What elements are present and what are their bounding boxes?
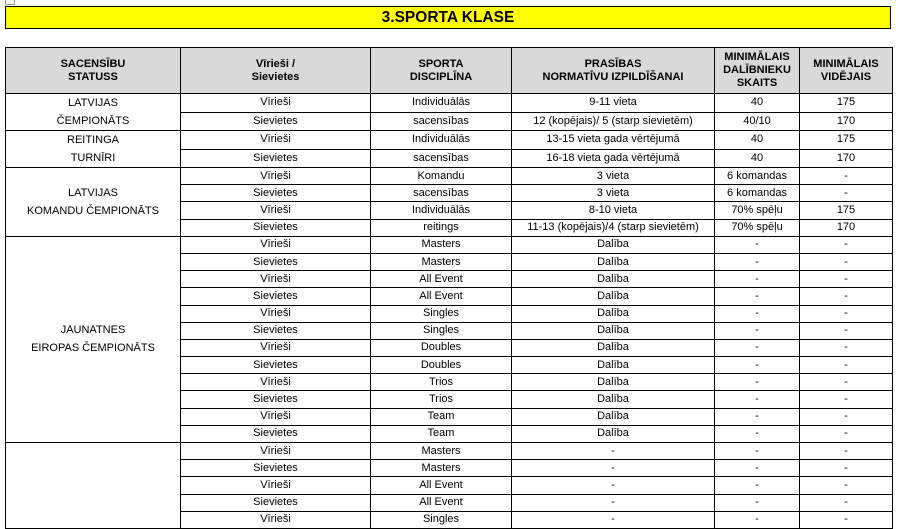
gender-cell: Sievietes	[181, 322, 371, 339]
header-line: PRASĪBAS	[584, 57, 642, 70]
competition-status-cell	[6, 236, 181, 442]
competition-status-cell	[6, 443, 181, 529]
min-participants-cell: -	[715, 271, 800, 288]
min-average-cell: -	[800, 408, 893, 425]
discipline-cell: Masters	[371, 443, 512, 460]
gender-cell: Sievietes	[181, 288, 371, 305]
header-min-participants	[715, 48, 800, 94]
header-discipline	[371, 48, 512, 94]
discipline-cell: All Event	[371, 494, 512, 511]
min-average-cell: -	[800, 271, 893, 288]
requirement-cell: Dalība	[512, 425, 715, 442]
header-line: MINIMĀLAIS	[813, 57, 879, 70]
min-average-cell: -	[800, 185, 893, 202]
status-line: LATVIJAS	[68, 97, 118, 109]
min-participants-cell: -	[715, 511, 800, 528]
table-row	[6, 94, 893, 113]
min-average-cell: -	[800, 374, 893, 391]
min-average-cell: 170	[800, 112, 893, 131]
discipline-cell: Individuālās	[371, 94, 512, 113]
status-line: LATVIJAS	[68, 186, 118, 199]
gender-cell: Vīrieši	[181, 305, 371, 322]
min-average-cell: -	[800, 460, 893, 477]
gender-cell: Sievietes	[181, 185, 371, 202]
table-row	[6, 168, 893, 185]
min-participants-cell: 40	[715, 94, 800, 113]
gender-cell: Vīrieši	[181, 443, 371, 460]
table-body	[6, 94, 893, 529]
requirement-cell: 3 vieta	[512, 168, 715, 185]
header-line: MINIMĀLAIS	[724, 51, 790, 63]
min-average-cell: 175	[800, 94, 893, 113]
min-participants-cell: -	[715, 443, 800, 460]
min-participants-cell: 40/10	[715, 112, 800, 131]
requirement-cell: -	[512, 477, 715, 494]
requirement-cell: -	[512, 443, 715, 460]
min-participants-cell: -	[715, 408, 800, 425]
header-status	[6, 48, 181, 94]
discipline-cell: Doubles	[371, 357, 512, 374]
requirement-cell: Dalība	[512, 339, 715, 356]
discipline-cell: All Event	[371, 477, 512, 494]
discipline-cell: Team	[371, 408, 512, 425]
min-average-cell: -	[800, 477, 893, 494]
gender-cell: Sievietes	[181, 149, 371, 168]
requirement-cell: Dalība	[512, 408, 715, 425]
min-participants-cell: -	[715, 477, 800, 494]
competition-status-cell	[6, 168, 181, 237]
min-average-cell: -	[800, 494, 893, 511]
gender-cell: Sievietes	[181, 357, 371, 374]
table-row	[6, 131, 893, 150]
min-participants-cell: -	[715, 374, 800, 391]
requirement-cell: Dalība	[512, 305, 715, 322]
discipline-cell: Masters	[371, 253, 512, 270]
header-line: SPORTA	[418, 57, 464, 70]
header-line: STATUSS	[68, 70, 118, 83]
discipline-cell: sacensības	[371, 112, 512, 131]
status-line: TURNĪRI	[70, 152, 116, 164]
header-line: SACENSĪBU	[60, 57, 126, 70]
requirement-cell: -	[512, 511, 715, 528]
status-line: JAUNATNES	[60, 324, 126, 337]
header-line: Sievietes	[251, 70, 300, 83]
discipline-cell: Singles	[371, 322, 512, 339]
status-line: KOMANDU ČEMPIONĀTS	[26, 204, 159, 217]
min-average-cell: 170	[800, 149, 893, 168]
min-participants-cell: -	[715, 339, 800, 356]
header-line: DALĪBNIEKU	[723, 64, 791, 76]
min-participants-cell: -	[715, 391, 800, 408]
discipline-cell: Masters	[371, 460, 512, 477]
min-average-cell: -	[800, 322, 893, 339]
header-line: Vīrieši /	[255, 57, 296, 70]
gender-cell: Sievietes	[181, 460, 371, 477]
gender-cell: Sievietes	[181, 494, 371, 511]
header-min-average	[800, 48, 893, 94]
requirement-cell: 11-13 (kopējais)/4 (starp sievietēm)	[512, 219, 715, 236]
min-average-cell: -	[800, 339, 893, 356]
min-participants-cell: 40	[715, 131, 800, 150]
requirement-cell: Dalība	[512, 374, 715, 391]
status-line: ČEMPIONĀTS	[56, 115, 130, 127]
requirement-cell: Dalība	[512, 357, 715, 374]
table-row	[6, 443, 893, 460]
requirement-cell: -	[512, 460, 715, 477]
requirement-cell: 3 vieta	[512, 185, 715, 202]
min-participants-cell: 70% spēļu	[715, 202, 800, 219]
gender-cell: Sievietes	[181, 253, 371, 270]
min-participants-cell: 6 komandas	[715, 168, 800, 185]
gender-cell: Vīrieši	[181, 271, 371, 288]
gender-cell: Vīrieši	[181, 202, 371, 219]
discipline-cell: All Event	[371, 271, 512, 288]
header-line: DISCIPLĪNA	[409, 70, 473, 83]
min-participants-cell: 40	[715, 149, 800, 168]
header-row	[6, 48, 893, 94]
gender-cell: Vīrieši	[181, 168, 371, 185]
gender-cell: Vīrieši	[181, 477, 371, 494]
min-average-cell: -	[800, 305, 893, 322]
requirement-cell: Dalība	[512, 271, 715, 288]
min-participants-cell: -	[715, 494, 800, 511]
min-average-cell: -	[800, 391, 893, 408]
discipline-cell: Singles	[371, 305, 512, 322]
min-average-cell: -	[800, 253, 893, 270]
min-average-cell: -	[800, 511, 893, 528]
discipline-cell: sacensības	[371, 185, 512, 202]
requirement-cell: Dalība	[512, 253, 715, 270]
status-line: EIROPAS ČEMPIONĀTS	[31, 342, 155, 355]
min-participants-cell: -	[715, 253, 800, 270]
status-line: REITINGA	[67, 134, 119, 146]
page-title: 3.SPORTA KLASE	[5, 6, 891, 29]
requirement-cell: Dalība	[512, 236, 715, 253]
discipline-cell: All Event	[371, 288, 512, 305]
competition-status-cell	[6, 131, 181, 168]
sport-class-table	[5, 47, 893, 529]
header-gender	[181, 48, 371, 94]
requirement-cell: Dalība	[512, 288, 715, 305]
min-participants-cell: -	[715, 460, 800, 477]
requirement-cell: 12 (kopējais)/ 5 (starp sievietēm)	[512, 112, 715, 131]
requirement-cell: 9-11 vieta	[512, 94, 715, 113]
discipline-cell: Trios	[371, 374, 512, 391]
gender-cell: Sievietes	[181, 391, 371, 408]
header-line: SKAITS	[736, 77, 778, 89]
gender-cell: Vīrieši	[181, 236, 371, 253]
discipline-cell: Individuālās	[371, 131, 512, 150]
requirement-cell: Dalība	[512, 322, 715, 339]
min-participants-cell: 6 komandas	[715, 185, 800, 202]
min-average-cell: -	[800, 236, 893, 253]
min-average-cell: 175	[800, 131, 893, 150]
competition-status-cell	[6, 94, 181, 131]
gender-cell: Vīrieši	[181, 511, 371, 528]
min-average-cell: -	[800, 288, 893, 305]
requirement-cell: -	[512, 494, 715, 511]
min-participants-cell: -	[715, 305, 800, 322]
min-average-cell: -	[800, 443, 893, 460]
discipline-cell: Individuālās	[371, 202, 512, 219]
min-participants-cell: -	[715, 425, 800, 442]
discipline-cell: Doubles	[371, 339, 512, 356]
gender-cell: Vīrieši	[181, 408, 371, 425]
min-average-cell: -	[800, 425, 893, 442]
requirement-cell: 13-15 vieta gada vērtējumā	[512, 131, 715, 150]
discipline-cell: sacensības	[371, 149, 512, 168]
gender-cell: Vīrieši	[181, 339, 371, 356]
requirement-cell: 8-10 vieta	[512, 202, 715, 219]
min-average-cell: -	[800, 168, 893, 185]
gender-cell: Vīrieši	[181, 374, 371, 391]
discipline-cell: Masters	[371, 236, 512, 253]
header-line: VIDĒJAIS	[820, 70, 872, 83]
gender-cell: Vīrieši	[181, 94, 371, 113]
min-average-cell: 175	[800, 202, 893, 219]
table-row	[6, 236, 893, 253]
header-line: NORMATĪVU IZPILDĪŠANAI	[542, 70, 684, 83]
gender-cell: Vīrieši	[181, 131, 371, 150]
min-participants-cell: 70% spēļu	[715, 219, 800, 236]
min-average-cell: -	[800, 357, 893, 374]
min-average-cell: 170	[800, 219, 893, 236]
requirement-cell: 16-18 vieta gada vērtējumā	[512, 149, 715, 168]
discipline-cell: Trios	[371, 391, 512, 408]
discipline-cell: reitings	[371, 219, 512, 236]
min-participants-cell: -	[715, 322, 800, 339]
gender-cell: Sievietes	[181, 425, 371, 442]
discipline-cell: Singles	[371, 511, 512, 528]
discipline-cell: Komandu	[371, 168, 512, 185]
requirement-cell: Dalība	[512, 391, 715, 408]
gender-cell: Sievietes	[181, 219, 371, 236]
min-participants-cell: -	[715, 288, 800, 305]
gender-cell: Sievietes	[181, 112, 371, 131]
header-requirements	[512, 48, 715, 94]
min-participants-cell: -	[715, 357, 800, 374]
discipline-cell: Team	[371, 425, 512, 442]
corner-mark	[5, 0, 15, 5]
min-participants-cell: -	[715, 236, 800, 253]
